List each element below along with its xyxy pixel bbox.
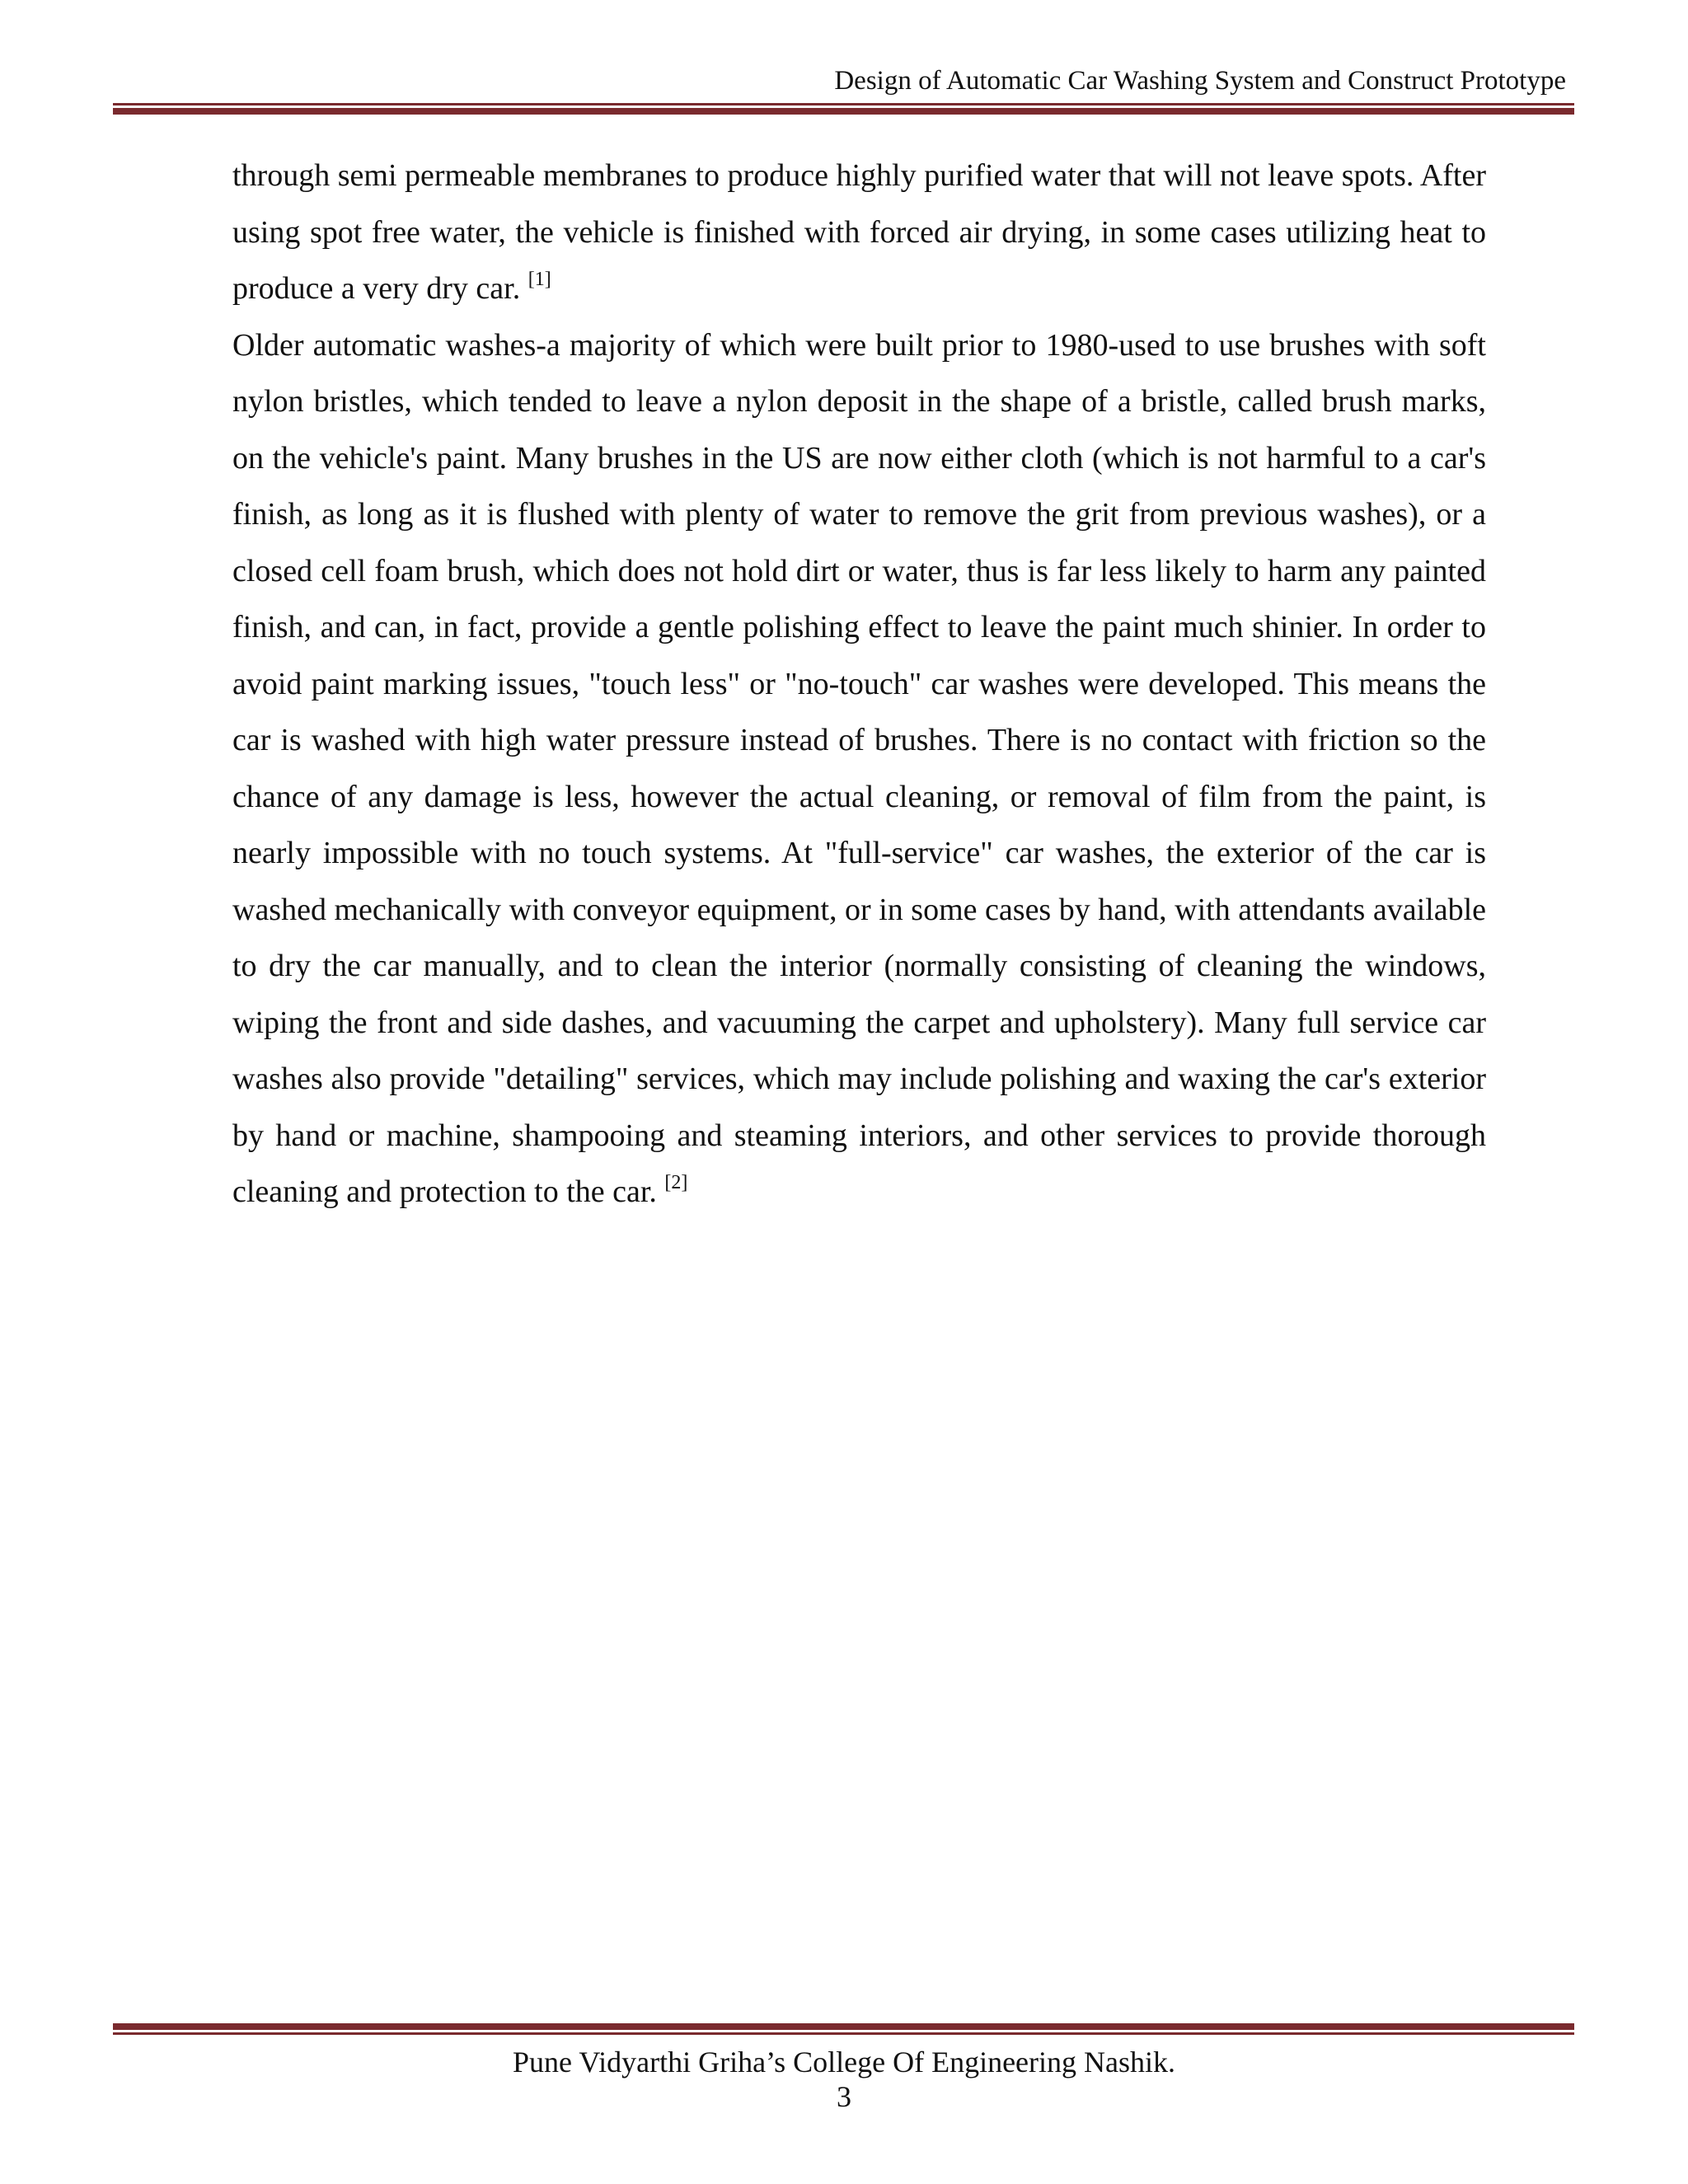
page-number: 3 (837, 2080, 851, 2113)
footer-rule-thin (113, 2032, 1574, 2035)
paragraph-2-text: Older automatic washes-a majority of which were built prior to 1980-used to use brushes with soft nylon bristles, which tended to leave a nylon deposit in the shape of a bristle, called brush marks, on the vehicle's paint. Many brushes in the US are now either cloth (which is not harmful to a car's finish, as long as it is flushed with plenty of water to remove the grit from previous washes), or a closed cell foam brush, which does not hold dirt or water, thus is far less likely to harm any painted finish, and can, in fact, provide a gentle polishing effect to leave the paint much shinier. In order to avoid paint marking issues, "touch less" or "no-touch" car washes were developed. This means the car is washed with high water pressure instead of brushes. There is no contact with friction so the chance of any damage is less, however the actual cleaning, or removal of film from the paint, is nearly impossible with no touch systems. At "full-service" car washes, the exterior of the car is washed mechanically with conveyor equipment, or in some cases by hand, with attendants available to dry the car manually, and to clean the interior (normally consisting of cleaning the windows, wiping the front and side dashes, and vacuuming the carpet and upholstery). Many full service car washes also provide "detailing" services, which may include polishing and waxing the car's exterior by hand or machine, shampooing and steaming interiors, and other services to provide thorough cleaning and protection to the car. (232, 327, 1486, 1209)
paragraph-1-text: through semi permeable membranes to produce highly purified water that will not leave spots. After using spot free water, the vehicle is finished with forced air drying, in some cases utilizing heat to produce a very dry car. (232, 158, 1486, 306)
header-rule-thin (113, 103, 1574, 105)
footer-rule-thick (113, 2023, 1574, 2030)
paragraph-1 (232, 148, 1486, 317)
body-text (232, 148, 1486, 1221)
paragraph-2 (232, 317, 1486, 1221)
citation-1: [1] (528, 269, 551, 290)
header-title: Design of Automatic Car Washing System and Construct Prototype (834, 66, 1566, 96)
footer-institution: Pune Vidyarthi Griha’s College Of Engineering Nashik. (512, 2046, 1176, 2079)
citation-2: [2] (664, 1172, 688, 1193)
header-rule-thick (113, 108, 1574, 115)
